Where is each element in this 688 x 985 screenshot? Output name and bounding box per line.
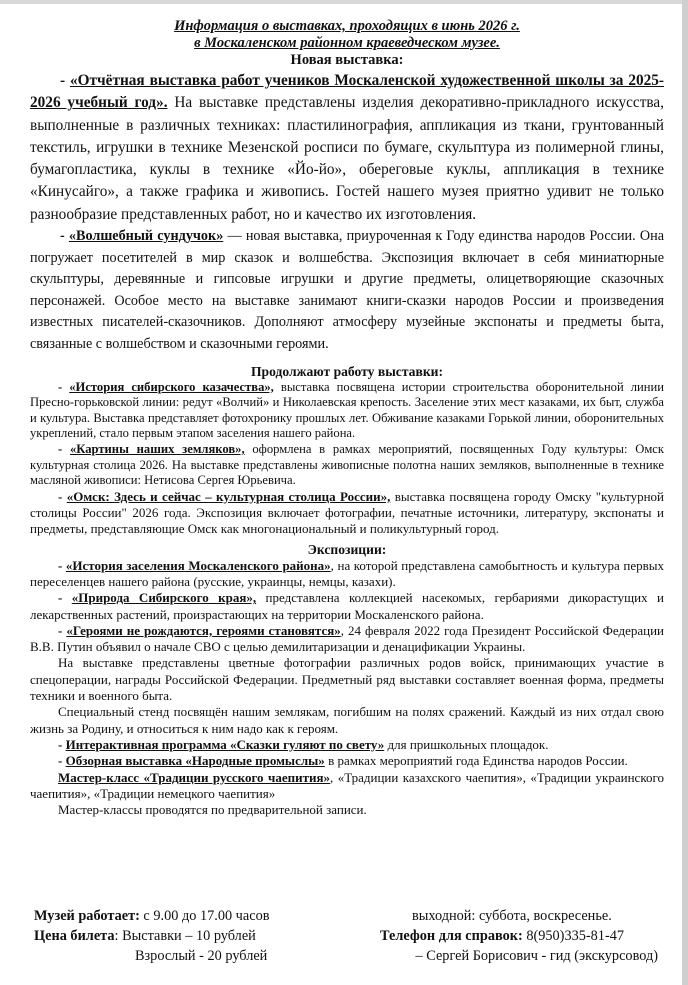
ticket-price <box>34 926 354 946</box>
exposition-prefix: - <box>58 557 66 573</box>
exposition-prefix: - <box>58 622 67 638</box>
exhibition-prefix: - <box>58 379 70 394</box>
exhibition-text: На выставке представлены изделия декоративно-прикладного искусства, выполненные в различных техниках: пластилинография, аппликация из ткани, грунтованный текстиль, игрушки в технике Мезенской росписи по бумаге, скульптура из полимерной глины, бумагопластика, куклы в технике «Йо-йо», обереговые куклы, аппликация в технике «Кинусайго», а также графика и живопись. Гостей нашего музея приятно удивит не только разнообразие представленных работ, но и качество их изготовления. <box>30 94 665 223</box>
page-right-edge <box>682 0 688 985</box>
museum-info-footer <box>34 906 658 966</box>
exhibition-name: «Отчётная выставка работ учеников Москаленской художественной школы за 2025-2026 учебный год». <box>30 72 665 112</box>
continuing-omsk-paragraph <box>30 489 664 538</box>
exhibition-prefix: - <box>58 488 67 504</box>
exposition-name: «Природа Сибирского края», <box>71 590 257 606</box>
exposition-settlement-paragraph <box>30 558 664 591</box>
page-top-edge <box>0 0 688 4</box>
program-prefix: - <box>58 753 66 769</box>
continuing-paintings-paragraph <box>30 442 664 489</box>
masterclass-paragraph <box>30 770 664 803</box>
exhibition-text: — новая выставка, приуроченная к Году единства народов России. Она погружает посетителей в мир сказок и волшебства. Экспозиция включает в себя миниатюрные скульптуры, деревянные и гипсовые игрушки и другие предметы, олицетворяющие сказочных персонажей. Особое место на выставке занимают книги-сказки народов России и произведения известных писателей-сказочников. Дополняют атмосферу музейные экспонаты и предметы быта, связанные с волшебством и сказочными героями. <box>30 228 664 353</box>
exposition-heroes-paragraph <box>30 623 664 656</box>
opening-hours <box>34 906 354 926</box>
exposition-text: , на которой представлена самобытность и культура первых переселенцев нашего района (русские, украинцы, немцы, казахи). <box>30 557 664 589</box>
exhibition-name: «Омск: Здесь и сейчас – культурная столица России», <box>66 488 391 504</box>
masterclass-text: , «Традиции казахского чаепития», «Традиции украинского чаепития», «Традиции немецкого чаепития» <box>30 769 664 801</box>
heroes-memorial-stand: Специальный стенд посвящён нашим землякам, погибшим на полях сражений. Каждый из них отдал свою жизнь за Родину, и относиться к ним надо как к героям. <box>30 704 664 736</box>
new-exhibitions-heading: Новая выставка: <box>290 52 404 68</box>
hours-label: Музей работает: <box>34 908 140 924</box>
interactive-program-paragraph <box>30 737 664 753</box>
exposition-name: «История заселения Москаленского района» <box>65 557 331 573</box>
continuing-heading: Продолжают работу выставки: <box>250 363 444 379</box>
program-name: Обзорная выставка «Народные промыслы» <box>65 753 325 769</box>
exhibition-text: выставка посвящена городу Омску "культурной столицы России" 2026 года. Экспозиция включает фотографии, печатные источники, литературу, экспонаты и предметы, представляющие Омск как многонациональный и поликультурный город. <box>30 488 664 537</box>
price-label: Цена билета <box>34 928 115 944</box>
document-title-line2: в Москаленском районном краеведческом музее. <box>194 35 500 51</box>
folk-crafts-paragraph <box>30 753 664 769</box>
hours-value: с 9.00 до 17.00 часов <box>139 908 270 924</box>
exhibition-name: «Картины наших земляков», <box>69 442 245 457</box>
exhibition-name: «История сибирского казачества», <box>69 379 274 394</box>
exhibition-report-paragraph <box>30 70 664 226</box>
exposition-name: «Героями не рождаются, героями становятся» <box>66 622 341 638</box>
footer-row-price <box>34 926 658 946</box>
exposition-text: представлена коллекцией насекомых, гербариями дикорастущих и лекарственных растений, произрастающих на территории Москаленского района. <box>30 590 664 622</box>
phone-info <box>368 926 658 946</box>
exposition-prefix: - <box>58 590 72 606</box>
document-body <box>30 18 664 818</box>
exhibition-text: оформлена в рамках мероприятий, посвященных Году культуры: Омск культурная столица 2026. На выставке представлены живописные полотна наших земляков, выполненные в технике масляной живописи: Нетисова Сергея Юрьевича. <box>30 442 664 488</box>
exhibition-prefix: - <box>60 228 69 245</box>
program-text: для пришкольных площадок. <box>384 736 549 752</box>
heroes-description: На выставке представлены цветные фотографии различных родов войск, принимающих участие в спецоперации, награды Российской Федерации. Предметный ряд выставки составляет военная форма, предметы техники и военного быта. <box>30 655 664 704</box>
program-text: в рамках мероприятий года Единства народов России. <box>324 753 628 769</box>
exposition-nature-paragraph <box>30 590 664 623</box>
masterclass-note: Мастер-классы проводятся по предварительной записи. <box>58 802 367 818</box>
program-name: Интерактивная программа «Сказки гуляют по свету» <box>65 736 385 752</box>
adult-ticket-price: Взрослый - 20 рублей <box>135 948 268 964</box>
continuing-cossacks-paragraph <box>30 380 664 442</box>
exhibition-chest-paragraph <box>30 226 664 356</box>
expositions-heading: Экспозиции: <box>307 541 387 557</box>
footer-row-adult <box>34 946 658 966</box>
footer-row-hours <box>34 906 658 926</box>
exposition-text: , 24 февраля 2022 года Президент Российской Федерации В.В. Путин объявил о начале СВО с целью демилитаризации и денацификации Украины. <box>30 622 664 655</box>
exhibition-prefix: - <box>58 442 70 457</box>
program-prefix: - <box>58 736 66 752</box>
guide-contact: – Сергей Борисович - гид (экскурсовод) <box>415 948 658 964</box>
masterclass-name: Мастер-класс «Традиции русского чаепития» <box>58 769 330 785</box>
price-value: : Выставки – 10 рублей <box>114 928 256 944</box>
document-title-line1: Информация о выставках, проходящих в июнь 2026 г. <box>174 18 520 34</box>
days-off: выходной: суббота, воскресенье. <box>412 908 612 924</box>
phone-number: 8(950)335-81-47 <box>522 928 625 944</box>
exhibition-prefix: - <box>60 72 70 89</box>
phone-label: Телефон для справок: <box>380 928 523 944</box>
exhibition-text: выставка посвящена истории строительства оборонительной линии Пресно-горьковской линии: редут «Волчий» и Николаевская крепость. Заселение этих мест казаками, их быт, служба и культура. Выставка представляет фотохронику прошлых лет. Обживание казаками Горькой линии, оборонительных укреплений, стало первым этапом заселения нашего района. <box>30 379 664 441</box>
exhibition-name: «Волшебный сундучок» <box>68 228 224 245</box>
